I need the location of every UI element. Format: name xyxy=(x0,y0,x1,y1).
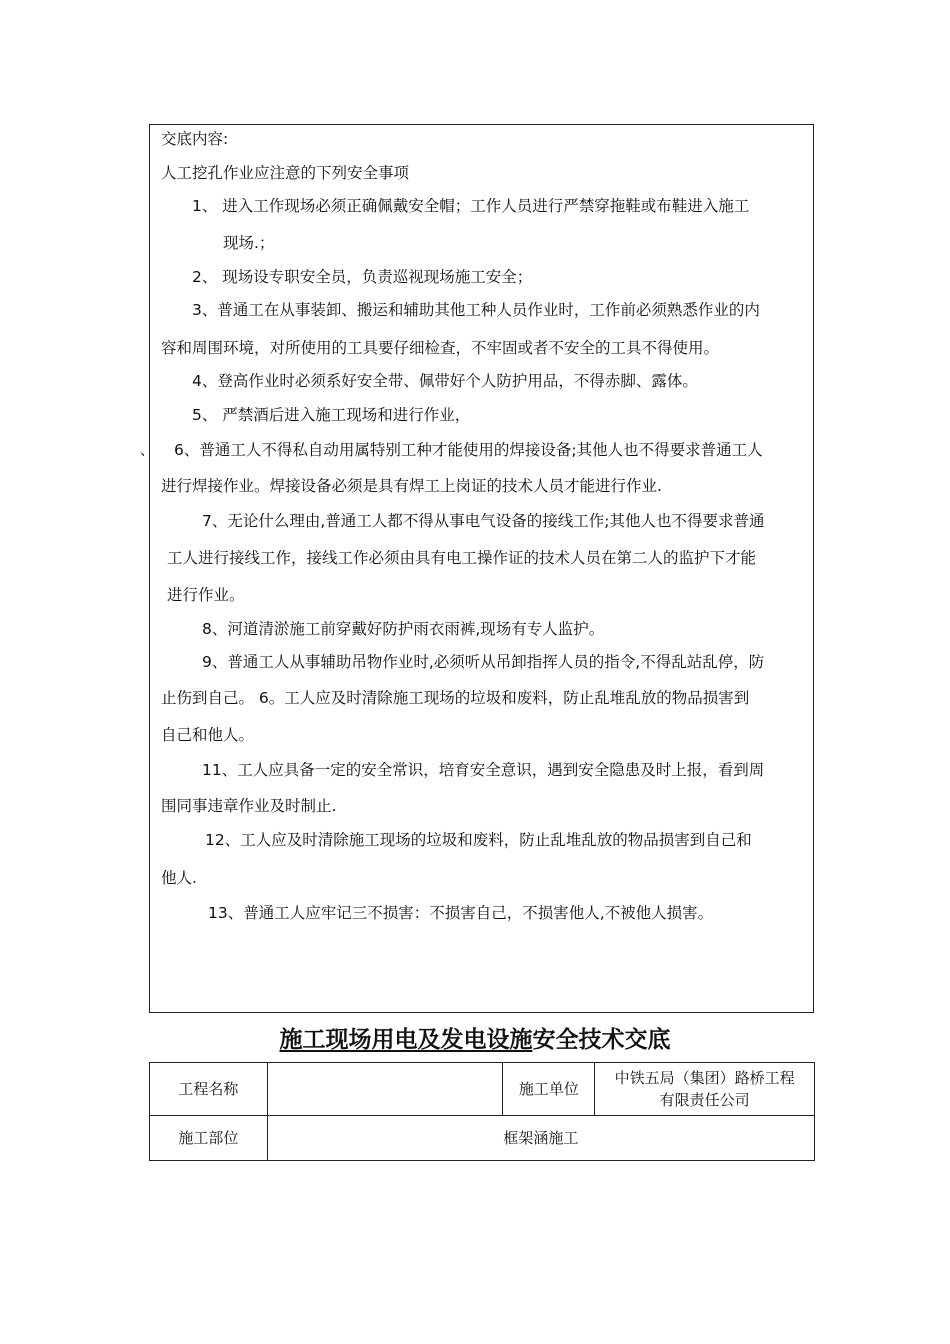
stray-mark: 、 xyxy=(140,443,154,459)
content-line: 6、普通工人不得私自动用属特别工种才能使用的焊接设备;其他人也不得要求普通工人 xyxy=(174,441,763,459)
unit-value-line: 有限责任公司 xyxy=(659,1091,750,1109)
content-line: 现场.； xyxy=(223,234,275,252)
project-name-label: 工程名称 xyxy=(150,1063,268,1116)
project-info-table xyxy=(149,1062,815,1161)
content-line: 9、普通工人从事辅助吊物作业时,必须听从吊卸指挥人员的指令,不得乱站乱停，防 xyxy=(202,653,765,671)
unit-value-line: 中铁五局（集团）路桥工程 xyxy=(614,1069,795,1087)
content-line: 5、 严禁酒后进入施工现场和进行作业， xyxy=(192,406,471,424)
title-rest: 安全技术交底 xyxy=(532,1027,671,1053)
content-line: 2、 现场设专职安全员，负责巡视现场施工安全； xyxy=(192,268,533,286)
content-line: 13、普通工人应牢记三不损害：不损害自己，不损害他人,不被他人损害。 xyxy=(208,904,714,922)
content-line: 进行焊接作业。焊接设备必须是具有焊工上岗证的技术人员才能进行作业. xyxy=(161,477,662,495)
content-line: 1、 进入工作现场必须正确佩戴安全帽；工作人员进行严禁穿拖鞋或布鞋进入施工 xyxy=(192,197,750,215)
content-subtitle: 人工挖孔作业应注意的下列安全事项 xyxy=(161,164,410,182)
document-title xyxy=(0,1024,950,1056)
content-header: 交底内容: xyxy=(161,130,229,148)
content-line: 容和周围环境，对所使用的工具要仔细检查，不牢固或者不安全的工具不得使用。 xyxy=(161,339,720,357)
title-underlined: 施工现场用电及发电设施 xyxy=(279,1027,533,1053)
content-line: 围同事违章作业及时制止. xyxy=(161,797,337,815)
content-line: 3、普通工在从事装卸、搬运和辅助其他工种人员作业时，工作前必须熟悉作业的内 xyxy=(192,301,760,319)
construction-unit-value xyxy=(595,1063,815,1116)
content-line: 他人. xyxy=(161,869,197,887)
content-line: 12、工人应及时清除施工现场的垃圾和废料，防止乱堆乱放的物品损害到自己和 xyxy=(205,831,752,849)
content-line: 自己和他人。 xyxy=(161,726,255,744)
content-line: 8、河道清淤施工前穿戴好防护雨衣雨裤,现场有专人监护。 xyxy=(202,620,605,638)
content-line: 工人进行接线工作，接线工作必须由具有电工操作证的技术人员在第二人的监护下才能 xyxy=(167,549,757,567)
construction-location-label: 施工部位 xyxy=(150,1116,268,1161)
content-line: 7、无论什么理由,普通工人都不得从事电气设备的接线工作;其他人也不得要求普通 xyxy=(202,512,765,530)
content-line: 4、登高作业时必须系好安全带、佩带好个人防护用品，不得赤脚、露体。 xyxy=(192,372,698,390)
table-row xyxy=(150,1116,815,1161)
table-row xyxy=(150,1063,815,1116)
construction-unit-label: 施工单位 xyxy=(503,1063,595,1116)
content-line: 止伤到自己。 6。工人应及时清除施工现场的垃圾和废料，防止乱堆乱放的物品损害到 xyxy=(161,689,750,707)
content-line: 进行作业。 xyxy=(167,586,245,604)
project-name-value xyxy=(267,1063,503,1116)
disclosure-content-box xyxy=(149,124,814,1013)
content-line: 11、工人应具备一定的安全常识，培育安全意识，遇到安全隐患及时上报，看到周 xyxy=(202,761,765,779)
construction-location-value: 框架涵施工 xyxy=(267,1116,814,1161)
